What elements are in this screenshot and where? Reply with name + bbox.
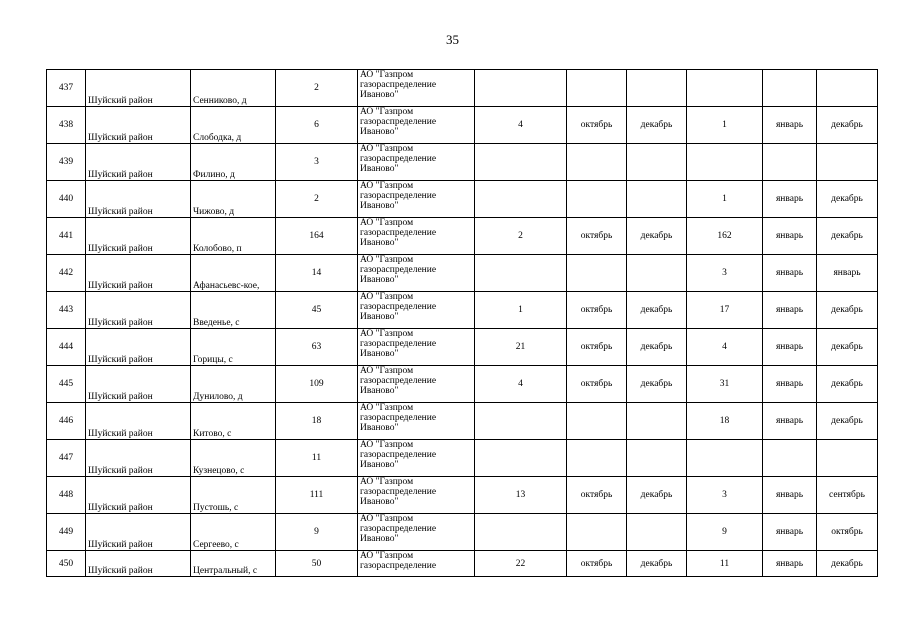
row-number-cell: 440	[47, 181, 86, 218]
end-month-cell: январь	[817, 255, 878, 292]
gasification-table	[46, 69, 878, 577]
household-count-cell: 111	[276, 477, 358, 514]
organization-line: Иваново"	[360, 238, 399, 248]
household-count-cell: 109	[276, 366, 358, 403]
district-cell: Шуйский район	[86, 181, 191, 218]
organization-line: Иваново"	[360, 312, 399, 322]
end-month-cell	[817, 144, 878, 181]
end-month-cell: декабрь	[627, 107, 687, 144]
household-count-cell: 2	[276, 70, 358, 107]
organization-line: Иваново"	[360, 349, 399, 359]
organization-line: газораспределение	[360, 487, 437, 497]
quantity-cell: 1	[687, 181, 763, 218]
quantity-cell: 4	[475, 366, 567, 403]
locality-cell: Введенье, с	[191, 292, 276, 329]
table-row	[47, 218, 878, 255]
organization-line: АО "Газпром	[360, 107, 414, 117]
locality-cell: Афанасьевс-кое,	[191, 255, 276, 292]
table-row	[47, 70, 878, 107]
end-month-cell: сентябрь	[817, 477, 878, 514]
table-row	[47, 329, 878, 366]
locality-cell: Пустошь, с	[191, 477, 276, 514]
end-month-cell: декабрь	[627, 477, 687, 514]
household-count-cell: 45	[276, 292, 358, 329]
end-month-cell	[627, 440, 687, 477]
quantity-cell: 4	[475, 107, 567, 144]
row-number-cell: 443	[47, 292, 86, 329]
quantity-cell	[687, 70, 763, 107]
row-number-cell: 444	[47, 329, 86, 366]
locality-cell: Дунилово, д	[191, 366, 276, 403]
table-row	[47, 477, 878, 514]
end-month-cell: декабрь	[817, 107, 878, 144]
row-number-cell: 450	[47, 551, 86, 577]
organization-cell	[358, 70, 475, 107]
district-cell: Шуйский район	[86, 218, 191, 255]
organization-line: Иваново"	[360, 201, 399, 211]
start-month-cell: январь	[763, 403, 817, 440]
start-month-cell: январь	[763, 329, 817, 366]
quantity-cell	[687, 440, 763, 477]
quantity-cell: 1	[687, 107, 763, 144]
end-month-cell: декабрь	[627, 292, 687, 329]
organization-line: газораспределение	[360, 302, 437, 312]
locality-cell: Сенниково, д	[191, 70, 276, 107]
row-number-cell: 441	[47, 218, 86, 255]
start-month-cell	[567, 403, 627, 440]
district-cell: Шуйский район	[86, 477, 191, 514]
organization-line: газораспределение	[360, 228, 437, 238]
organization-line: АО "Газпром	[360, 70, 414, 80]
row-number-cell: 445	[47, 366, 86, 403]
organization-cell	[358, 514, 475, 551]
end-month-cell: декабрь	[817, 329, 878, 366]
organization-line: газораспределение	[360, 413, 437, 423]
organization-line: Иваново"	[360, 90, 399, 100]
organization-line: газораспределение	[360, 524, 437, 534]
start-month-cell	[567, 514, 627, 551]
household-count-cell: 9	[276, 514, 358, 551]
quantity-cell	[475, 440, 567, 477]
end-month-cell	[627, 181, 687, 218]
start-month-cell: октябрь	[567, 329, 627, 366]
district-cell: Шуйский район	[86, 551, 191, 577]
organization-line: АО "Газпром	[360, 440, 414, 450]
quantity-cell: 31	[687, 366, 763, 403]
quantity-cell: 21	[475, 329, 567, 366]
start-month-cell: январь	[763, 514, 817, 551]
table-row	[47, 292, 878, 329]
organization-line: газораспределение	[360, 80, 437, 90]
organization-cell	[358, 551, 475, 577]
table-row	[47, 144, 878, 181]
start-month-cell	[763, 144, 817, 181]
organization-line: газораспределение	[360, 339, 437, 349]
organization-line: газораспределение	[360, 561, 437, 571]
page-number: 35	[446, 32, 459, 47]
household-count-cell: 50	[276, 551, 358, 577]
end-month-cell: декабрь	[817, 403, 878, 440]
start-month-cell: октябрь	[567, 107, 627, 144]
start-month-cell	[567, 144, 627, 181]
organization-line: АО "Газпром	[360, 255, 414, 265]
quantity-cell: 9	[687, 514, 763, 551]
row-number-cell: 438	[47, 107, 86, 144]
district-cell: Шуйский район	[86, 107, 191, 144]
organization-line: АО "Газпром	[360, 292, 414, 302]
household-count-cell: 18	[276, 403, 358, 440]
start-month-cell: январь	[763, 366, 817, 403]
organization-line: АО "Газпром	[360, 477, 414, 487]
locality-cell: Колобово, п	[191, 218, 276, 255]
start-month-cell: январь	[763, 255, 817, 292]
table-row	[47, 403, 878, 440]
quantity-cell	[475, 144, 567, 181]
end-month-cell	[817, 70, 878, 107]
district-cell: Шуйский район	[86, 403, 191, 440]
row-number-cell: 448	[47, 477, 86, 514]
start-month-cell	[763, 440, 817, 477]
organization-line: газораспределение	[360, 265, 437, 275]
organization-cell	[358, 107, 475, 144]
locality-cell: Чижово, д	[191, 181, 276, 218]
organization-line: газораспределение	[360, 117, 437, 127]
end-month-cell	[627, 403, 687, 440]
end-month-cell: декабрь	[627, 551, 687, 577]
organization-cell	[358, 477, 475, 514]
end-month-cell: декабрь	[627, 218, 687, 255]
district-cell: Шуйский район	[86, 144, 191, 181]
district-cell: Шуйский район	[86, 292, 191, 329]
quantity-cell: 22	[475, 551, 567, 577]
end-month-cell: декабрь	[817, 551, 878, 577]
organization-line: Иваново"	[360, 386, 399, 396]
organization-line: Иваново"	[360, 460, 399, 470]
end-month-cell: декабрь	[627, 366, 687, 403]
quantity-cell: 3	[687, 255, 763, 292]
quantity-cell	[475, 514, 567, 551]
start-month-cell	[567, 181, 627, 218]
organization-line: Иваново"	[360, 534, 399, 544]
household-count-cell: 3	[276, 144, 358, 181]
end-month-cell: декабрь	[817, 181, 878, 218]
quantity-cell: 3	[687, 477, 763, 514]
start-month-cell: октябрь	[567, 292, 627, 329]
household-count-cell: 11	[276, 440, 358, 477]
organization-cell	[358, 255, 475, 292]
district-cell: Шуйский район	[86, 440, 191, 477]
end-month-cell: декабрь	[817, 218, 878, 255]
start-month-cell: январь	[763, 551, 817, 577]
start-month-cell	[567, 255, 627, 292]
district-cell: Шуйский район	[86, 70, 191, 107]
organization-line: Иваново"	[360, 127, 399, 137]
household-count-cell: 6	[276, 107, 358, 144]
organization-line: газораспределение	[360, 450, 437, 460]
start-month-cell: октябрь	[567, 477, 627, 514]
table-row	[47, 514, 878, 551]
household-count-cell: 2	[276, 181, 358, 218]
organization-line: АО "Газпром	[360, 551, 414, 561]
row-number-cell: 439	[47, 144, 86, 181]
start-month-cell: октябрь	[567, 551, 627, 577]
end-month-cell	[627, 144, 687, 181]
organization-line: Иваново"	[360, 497, 399, 507]
district-cell: Шуйский район	[86, 366, 191, 403]
organization-line: газораспределение	[360, 154, 437, 164]
start-month-cell: январь	[763, 477, 817, 514]
start-month-cell: январь	[763, 107, 817, 144]
table-row	[47, 440, 878, 477]
end-month-cell	[627, 514, 687, 551]
quantity-cell	[475, 255, 567, 292]
row-number-cell: 447	[47, 440, 86, 477]
organization-line: Иваново"	[360, 423, 399, 433]
end-month-cell	[627, 70, 687, 107]
quantity-cell: 1	[475, 292, 567, 329]
locality-cell: Китово, с	[191, 403, 276, 440]
organization-cell	[358, 144, 475, 181]
organization-line: АО "Газпром	[360, 144, 414, 154]
organization-line: Иваново"	[360, 275, 399, 285]
organization-cell	[358, 403, 475, 440]
row-number-cell: 446	[47, 403, 86, 440]
organization-cell	[358, 181, 475, 218]
organization-cell	[358, 440, 475, 477]
start-month-cell: январь	[763, 292, 817, 329]
district-cell: Шуйский район	[86, 329, 191, 366]
locality-cell: Кузнецово, с	[191, 440, 276, 477]
row-number-cell: 449	[47, 514, 86, 551]
start-month-cell: октябрь	[567, 366, 627, 403]
locality-cell: Горицы, с	[191, 329, 276, 366]
end-month-cell: октябрь	[817, 514, 878, 551]
organization-line: АО "Газпром	[360, 403, 414, 413]
end-month-cell	[817, 440, 878, 477]
row-number-cell: 437	[47, 70, 86, 107]
organization-line: АО "Газпром	[360, 514, 414, 524]
quantity-cell	[475, 70, 567, 107]
quantity-cell: 4	[687, 329, 763, 366]
start-month-cell: октябрь	[567, 218, 627, 255]
household-count-cell: 14	[276, 255, 358, 292]
organization-line: газораспределение	[360, 191, 437, 201]
organization-line: АО "Газпром	[360, 218, 414, 228]
table-row	[47, 255, 878, 292]
organization-cell	[358, 292, 475, 329]
household-count-cell: 63	[276, 329, 358, 366]
locality-cell: Филино, д	[191, 144, 276, 181]
organization-cell	[358, 329, 475, 366]
start-month-cell	[567, 440, 627, 477]
organization-line: АО "Газпром	[360, 329, 414, 339]
quantity-cell: 162	[687, 218, 763, 255]
district-cell: Шуйский район	[86, 255, 191, 292]
start-month-cell	[763, 70, 817, 107]
quantity-cell: 11	[687, 551, 763, 577]
organization-cell	[358, 218, 475, 255]
end-month-cell: декабрь	[627, 329, 687, 366]
organization-cell	[358, 366, 475, 403]
end-month-cell: декабрь	[817, 292, 878, 329]
quantity-cell	[687, 144, 763, 181]
quantity-cell: 17	[687, 292, 763, 329]
locality-cell: Центральный, с	[191, 551, 276, 577]
table-row	[47, 107, 878, 144]
table-row	[47, 366, 878, 403]
table-row	[47, 181, 878, 218]
district-cell: Шуйский район	[86, 514, 191, 551]
start-month-cell: январь	[763, 218, 817, 255]
quantity-cell: 18	[687, 403, 763, 440]
quantity-cell	[475, 403, 567, 440]
end-month-cell	[627, 255, 687, 292]
start-month-cell	[567, 70, 627, 107]
table-row	[47, 551, 878, 577]
locality-cell: Сергеево, с	[191, 514, 276, 551]
quantity-cell: 2	[475, 218, 567, 255]
locality-cell: Слободка, д	[191, 107, 276, 144]
household-count-cell: 164	[276, 218, 358, 255]
row-number-cell: 442	[47, 255, 86, 292]
organization-line: АО "Газпром	[360, 366, 414, 376]
organization-line: Иваново"	[360, 164, 399, 174]
start-month-cell: январь	[763, 181, 817, 218]
quantity-cell: 13	[475, 477, 567, 514]
end-month-cell: декабрь	[817, 366, 878, 403]
organization-line: газораспределение	[360, 376, 437, 386]
organization-line: АО "Газпром	[360, 181, 414, 191]
quantity-cell	[475, 181, 567, 218]
